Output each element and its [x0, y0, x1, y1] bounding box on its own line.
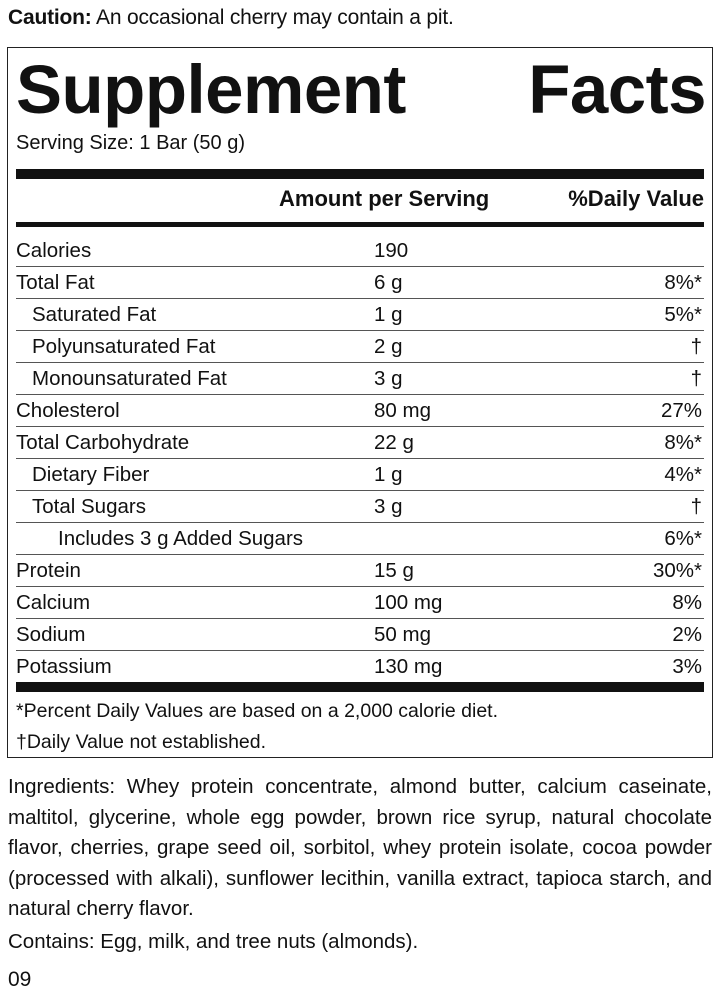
nutrient-rows: [16, 235, 704, 683]
label-code: 09: [8, 968, 32, 991]
nutrient-amount: 1 g: [374, 463, 403, 486]
nutrient-dv: †: [690, 335, 702, 358]
nutrient-name: Calories: [16, 239, 92, 262]
nutrient-amount: 6 g: [374, 271, 403, 294]
nutrient-row-polyunsaturated-fat: [16, 331, 704, 363]
nutrient-amount: 130 mg: [374, 655, 443, 678]
caution-note: [8, 6, 454, 30]
caution-text: An occasional cherry may contain a pit.: [91, 6, 454, 29]
nutrient-row-added-sugars: [16, 523, 704, 555]
thick-divider-header: [16, 222, 704, 227]
nutrient-dv: 8%*: [664, 431, 702, 454]
caution-label: Caution:: [8, 6, 92, 29]
nutrient-row-calcium: [16, 587, 704, 619]
nutrient-name: Protein: [16, 559, 81, 582]
nutrient-amount: 50 mg: [374, 623, 431, 646]
nutrient-row-cholesterol: [16, 395, 704, 427]
nutrient-row-protein: [16, 555, 704, 587]
nutrient-amount: 100 mg: [374, 591, 443, 614]
nutrient-name: Total Sugars: [32, 495, 146, 518]
nutrient-dv: 6%*: [664, 527, 702, 550]
nutrient-dv: 27%: [660, 399, 702, 422]
nutrient-name: Monounsaturated Fat: [32, 367, 227, 390]
nutrient-row-total-fat: [16, 267, 704, 299]
nutrient-row-saturated-fat: [16, 299, 704, 331]
thick-divider-bottom: [16, 682, 704, 692]
nutrient-amount: 22 g: [374, 431, 414, 454]
nutrient-name: Sodium: [16, 623, 86, 646]
nutrient-dv: 2%: [672, 623, 702, 646]
nutrient-name: Total Fat: [16, 271, 95, 294]
ingredients-text: Ingredients: Whey protein concentrate, almond butter, calcium caseinate, maltitol, glycerine, whole egg powder, brown rice syrup, natural chocolate flavor, cherries, grape seed oil, sorbitol, whey protein isolate, cocoa powder (processed with alkali), sunflower lecithin, vanilla extract, tapioca starch, and natural cherry flavor.: [8, 775, 712, 920]
nutrient-row-total-sugars: [16, 491, 704, 523]
nutrient-row-sodium: [16, 619, 704, 651]
nutrient-amount: 1 g: [374, 303, 403, 326]
nutrient-dv: 8%*: [664, 271, 702, 294]
nutrient-dv: †: [690, 367, 702, 390]
nutrient-amount: 3 g: [374, 495, 403, 518]
nutrient-dv: 4%*: [664, 463, 702, 486]
nutrient-row-calories: [16, 235, 704, 267]
nutrient-amount: 15 g: [374, 559, 414, 582]
nutrient-row-monounsaturated-fat: [16, 363, 704, 395]
nutrient-amount: 2 g: [374, 335, 403, 358]
nutrient-amount: 3 g: [374, 367, 403, 390]
nutrient-name: Potassium: [16, 655, 112, 678]
nutrient-name: Polyunsaturated Fat: [32, 335, 216, 358]
nutrient-dv: 5%*: [664, 303, 702, 326]
nutrient-dv: †: [690, 495, 702, 518]
footnote-percent-dv: *Percent Daily Values are based on a 2,000 calorie diet.: [16, 700, 499, 722]
nutrient-name: Cholesterol: [16, 399, 120, 422]
nutrient-name: Includes 3 g Added Sugars: [58, 527, 304, 550]
serving-size: Serving Size: 1 Bar (50 g): [16, 132, 245, 154]
thick-divider-top: [16, 169, 704, 179]
nutrient-name: Dietary Fiber: [32, 463, 150, 486]
supplement-facts-panel: [7, 47, 713, 758]
nutrient-name: Saturated Fat: [32, 303, 157, 326]
nutrient-amount: 190: [374, 239, 409, 262]
header-daily-value: %Daily Value: [568, 186, 704, 211]
header-amount: Amount per Serving: [279, 186, 490, 211]
nutrient-dv: 30%*: [652, 559, 702, 582]
column-header: [16, 184, 704, 214]
nutrient-name: Calcium: [16, 591, 91, 614]
panel-title: [16, 50, 706, 130]
panel-title-word-1: Supplement: [16, 51, 406, 128]
nutrient-dv: 3%: [672, 655, 702, 678]
nutrient-row-total-carbohydrate: [16, 427, 704, 459]
nutrient-amount: 80 mg: [374, 399, 431, 422]
nutrient-dv: 8%: [672, 591, 702, 614]
panel-title-word-2: Facts: [528, 51, 706, 128]
footnote-dagger: †Daily Value not established.: [16, 731, 267, 753]
allergen-statement: Contains: Egg, milk, and tree nuts (almonds).: [8, 930, 419, 953]
nutrient-name: Total Carbohydrate: [16, 431, 190, 454]
nutrient-row-potassium: [16, 651, 704, 683]
nutrient-row-dietary-fiber: [16, 459, 704, 491]
